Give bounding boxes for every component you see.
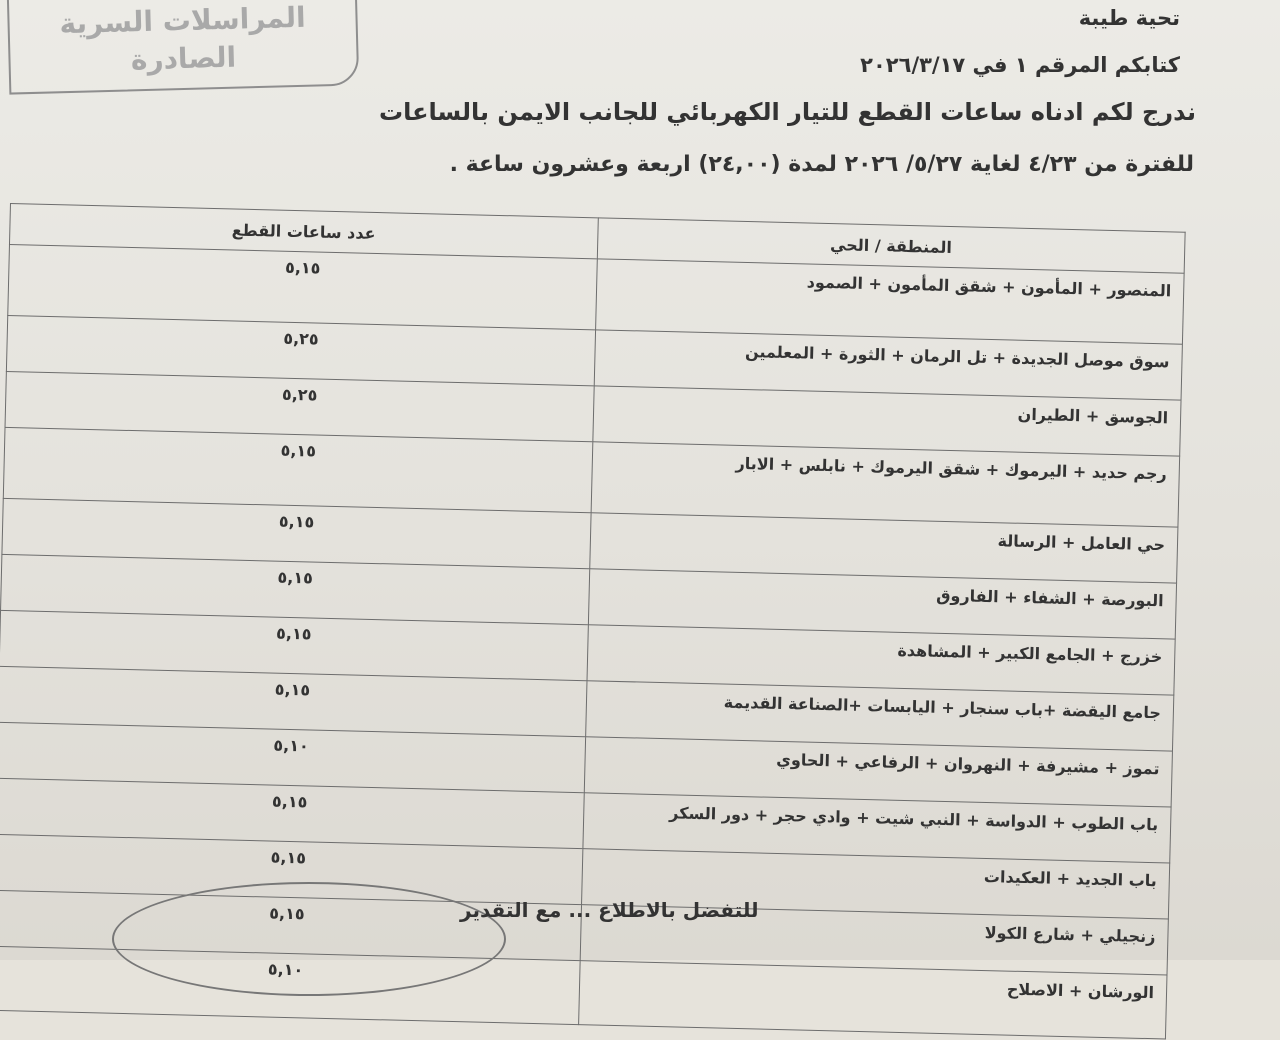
row-hours-cell: ٥,٢٥ [5, 371, 594, 441]
row-hours-cell: ٥,١٥ [1, 554, 590, 624]
stamp-line-2: الصادرة [130, 40, 237, 77]
row-hours-cell: ٥,١٥ [2, 498, 591, 568]
period-line: للفترة من ٤/٢٣ لغاية ٥/٢٧/ ٢٠٢٦ لمدة (٢٤,٠٠) اربعة وعشرون ساعة . [449, 152, 1194, 177]
row-area-cell: الورشان + الاصلاح [578, 961, 1167, 1039]
outage-table-wrapper [0, 203, 1216, 1003]
correspondence-stamp [7, 0, 360, 95]
row-area-cell: تموز + مشيرفة + النهروان + الرفاعي + الحاوي [584, 737, 1173, 807]
row-area-cell: زنجيلي + شارع الكولا [580, 905, 1169, 975]
row-hours-cell: ٥,١٥ [0, 610, 588, 680]
row-hours-cell: ٥,٢٥ [6, 315, 595, 385]
row-area-cell: جامع اليقضة +باب سنجار + اليابسات +الصناعة القديمة [585, 681, 1174, 751]
column-header-hours: عدد ساعات القطع [9, 204, 597, 259]
signature-oval [112, 882, 506, 996]
row-area-cell: خزرج + الجامع الكبير + المشاهدة [587, 625, 1176, 695]
row-area-cell: باب الطوب + الدواسة + النبي شيت + وادي حجر + دور السكر [582, 793, 1171, 863]
row-area-cell: باب الجديد + العكيدات [581, 849, 1170, 919]
reference-line: كتابكم المرقم ١ في ٢٠٢٦/٣/١٧ [860, 53, 1180, 77]
row-hours-cell: ٥,١٠ [0, 722, 585, 792]
row-area-cell: الجوسق + الطيران [592, 386, 1181, 456]
column-header-area: المنطقة / الحي [597, 218, 1185, 273]
row-area-cell: المنصور + المأمون + شقق المأمون + الصمود [595, 259, 1184, 344]
row-hours-cell: ٥,١٥ [0, 834, 582, 904]
row-hours-cell: ٥,١٥ [0, 890, 581, 960]
row-hours-cell: ٥,١٥ [8, 244, 597, 329]
row-hours-cell: ٥,١٥ [0, 778, 584, 848]
row-area-cell: البورصة + الشفاء + الفاروق [588, 569, 1177, 639]
closing-line: للتفضل بالاطلاع ... مع التقدير [460, 898, 759, 922]
greeting-line: تحية طيبة [1078, 6, 1180, 30]
row-hours-cell: ٥,١٠ [0, 946, 580, 1024]
row-area-cell: سوق موصل الجديدة + تل الرمان + الثورة + المعلمين [594, 330, 1183, 400]
row-area-cell: رجم حديد + اليرموك + شقق اليرموك + نابلس + الابار [591, 442, 1180, 527]
intro-line: ندرج لكم ادناه ساعات القطع للتيار الكهربائي للجانب الايمن بالساعات [379, 98, 1196, 126]
row-area-cell: حي العامل + الرسالة [589, 513, 1178, 583]
row-hours-cell: ٥,١٥ [0, 666, 587, 736]
row-hours-cell: ٥,١٥ [3, 427, 592, 512]
stamp-line-1: المراسلات السرية [59, 0, 306, 41]
